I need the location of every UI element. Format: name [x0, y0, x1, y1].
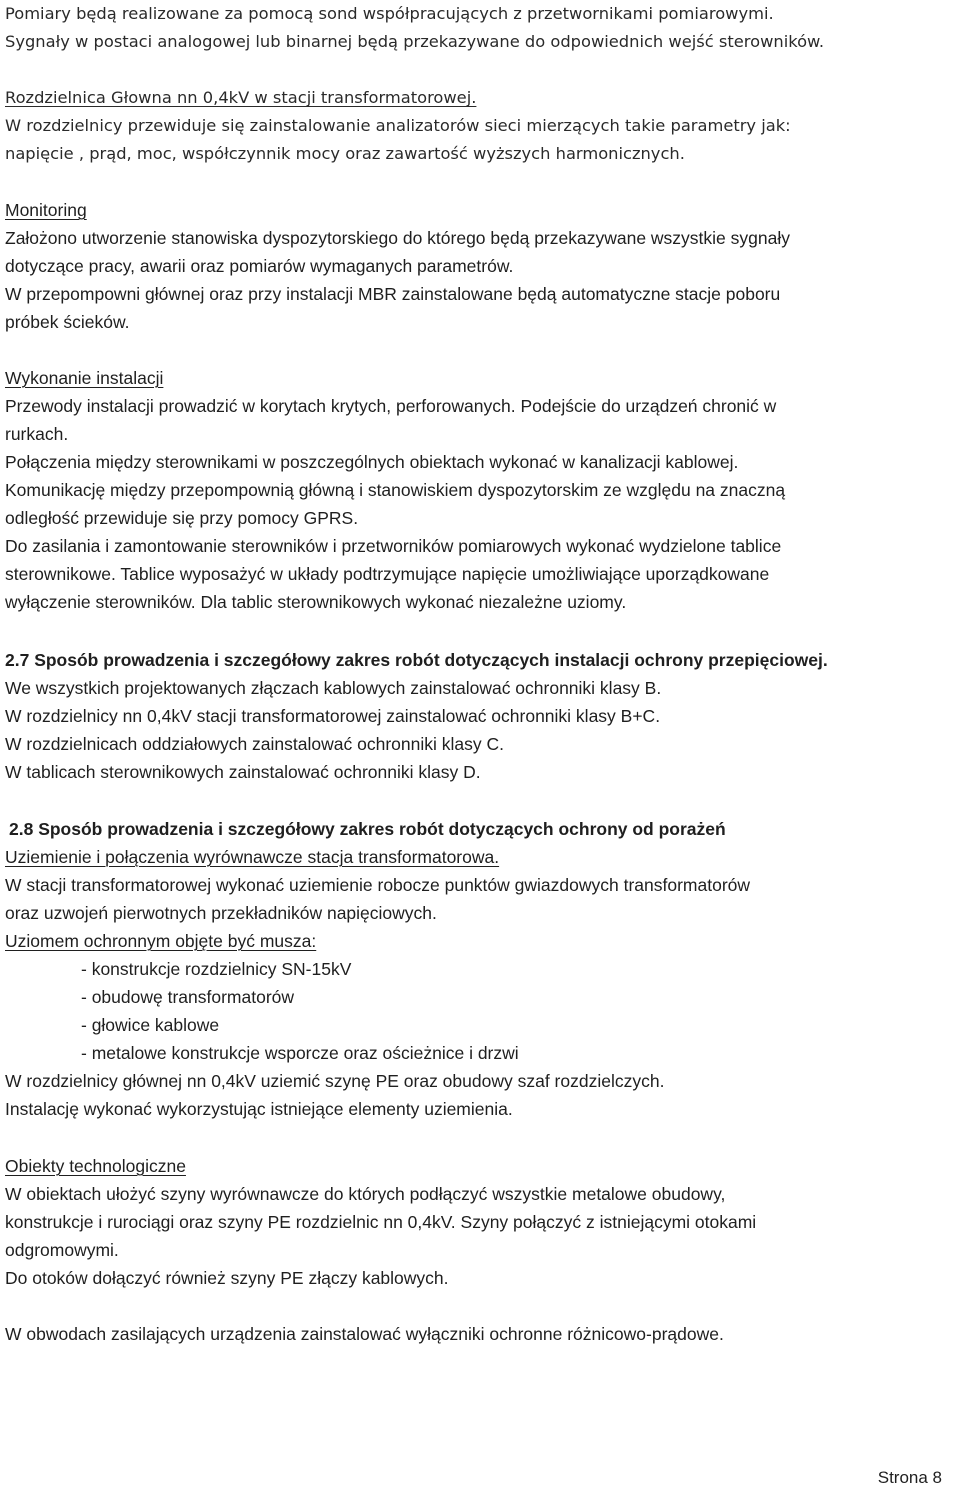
- section-heading-wykonanie: Wykonanie instalacji: [5, 368, 164, 388]
- list-item: - głowice kablowe: [81, 1015, 220, 1035]
- text-line: dotyczące pracy, awarii oraz pomiarów wymaganych parametrów.: [5, 256, 514, 276]
- text-line: napięcie , prąd, moc, współczynnik mocy oraz zawartość wyższych harmonicznych.: [5, 144, 685, 163]
- text-line: W rozdzielnicy głównej nn 0,4kV uziemić szynę PE oraz obudowy szaf rozdzielczych.: [5, 1071, 665, 1091]
- text-line: W tablicach sterownikowych zainstalować ochronniki klasy D.: [5, 762, 481, 782]
- list-item: - metalowe konstrukcje wsporcze oraz ościeżnice i drzwi: [81, 1043, 519, 1063]
- text-line: W stacji transformatorowej wykonać uziemienie robocze punktów gwiazdowych transformatorów: [5, 875, 751, 895]
- text-line: odległość przewiduje się przy pomocy GPRS.: [5, 508, 359, 528]
- text-line: wyłączenie sterowników. Dla tablic sterownikowych wykonać niezależne uziomy.: [5, 592, 627, 612]
- text-line: Sygnały w postaci analogowej lub binarnej będą przekazywane do odpowiednich wejść sterowników.: [5, 32, 825, 51]
- text-line: konstrukcje i rurociągi oraz szyny PE rozdzielnic nn 0,4kV. Szyny połączyć z istniejącymi otokami: [5, 1212, 757, 1232]
- section-heading-monitoring: Monitoring: [5, 200, 87, 220]
- text-line: Instalację wykonać wykorzystując istniejące elementy uziemienia.: [5, 1099, 513, 1119]
- section-heading-2-7: 2.7 Sposób prowadzenia i szczegółowy zakres robót dotyczących instalacji ochrony przepięciowej.: [5, 650, 828, 670]
- text-line: odgromowymi.: [5, 1240, 119, 1260]
- text-line: W rozdzielnicach oddziałowych zainstalować ochronniki klasy C.: [5, 734, 504, 754]
- text-line: Komunikację między przepompownią główną i stanowiskiem dyspozytorskim ze względu na znaczną: [5, 480, 786, 500]
- text-line: Przewody instalacji prowadzić w korytach krytych, perforowanych. Podejście do urządzeń chronić w: [5, 396, 777, 416]
- list-item: - obudowę transformatorów: [81, 987, 295, 1007]
- section-heading-2-8: 2.8 Sposób prowadzenia i szczegółowy zakres robót dotyczących ochrony od porażeń: [9, 819, 726, 839]
- text-line: W rozdzielnicy nn 0,4kV stacji transformatorowej zainstalować ochronniki klasy B+C.: [5, 706, 661, 726]
- text-line: W obwodach zasilających urządzenia zainstalować wyłączniki ochronne różnicowo-prądowe.: [5, 1324, 724, 1344]
- text-line: W rozdzielnicy przewiduje się zainstalowanie analizatorów sieci mierzących takie parametry jak:: [5, 116, 791, 135]
- text-line: Do otoków dołączyć również szyny PE złączy kablowych.: [5, 1268, 449, 1288]
- text-line: Połączenia między sterownikami w poszczególnych obiektach wykonać w kanalizacji kablowej.: [5, 452, 739, 472]
- section-heading-uziomem: Uziomem ochronnym objęte być musza:: [5, 931, 317, 951]
- text-line: Pomiary będą realizowane za pomocą sond współpracujących z przetwornikami pomiarowymi.: [5, 4, 774, 23]
- text-line: rurkach.: [5, 424, 69, 444]
- text-line: próbek ścieków.: [5, 312, 130, 332]
- text-line: We wszystkich projektowanych złączach kablowych zainstalować ochronniki klasy B.: [5, 678, 662, 698]
- text-line: oraz uzwojeń pierwotnych przekładników napięciowych.: [5, 903, 437, 923]
- section-heading-rozdzielnica: Rozdzielnica Głowna nn 0,4kV w stacji transformatorowej.: [5, 88, 477, 107]
- text-line: sterownikowe. Tablice wyposażyć w układy podtrzymujące napięcie umożliwiające uporządkowane: [5, 564, 770, 584]
- text-line: W przepompowni głównej oraz przy instalacji MBR zainstalowane będą automatyczne stacje poboru: [5, 284, 781, 304]
- page-number: Strona 8: [877, 1468, 942, 1487]
- text-line: Do zasilania i zamontowanie sterowników i przetworników pomiarowych wykonać wydzielone tablice: [5, 536, 782, 556]
- text-line: Założono utworzenie stanowiska dyspozytorskiego do którego będą przekazywane wszystkie sygnały: [5, 228, 790, 248]
- section-heading-uziemienie: Uziemienie i połączenia wyrównawcze stacja transformatorowa.: [5, 847, 500, 867]
- section-heading-obiekty: Obiekty technologiczne: [5, 1156, 186, 1176]
- text-line: W obiektach ułożyć szyny wyrównawcze do których podłączyć wszystkie metalowe obudowy,: [5, 1184, 726, 1204]
- list-item: - konstrukcje rozdzielnicy SN-15kV: [81, 959, 352, 979]
